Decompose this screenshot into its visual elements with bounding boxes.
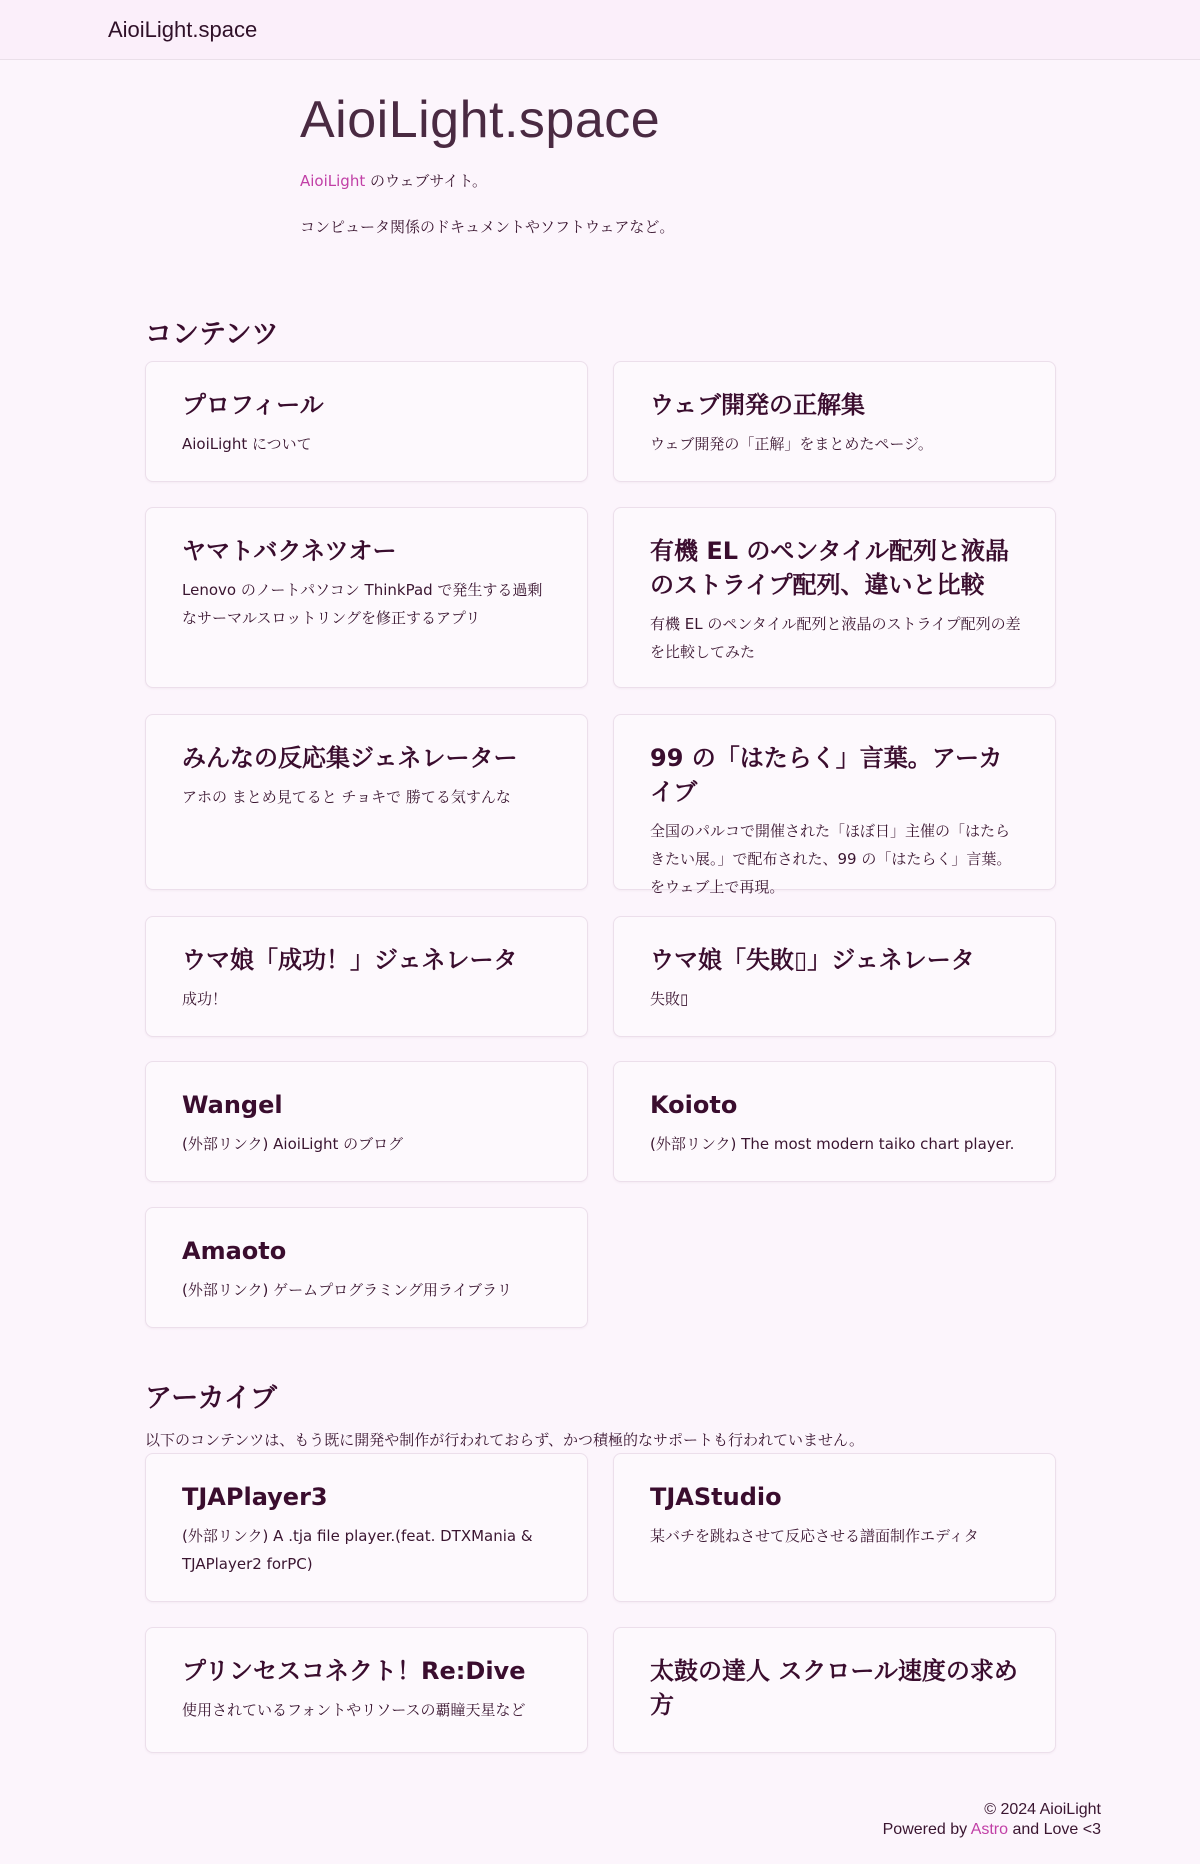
card-taiko-scroll-speed[interactable] (613, 1627, 1056, 1753)
card-title: プロフィール (182, 391, 324, 419)
card-title: Koioto (650, 1091, 738, 1119)
card-amaoto[interactable] (145, 1207, 588, 1328)
card-uma-success[interactable] (145, 916, 588, 1037)
card-web-dev-answers[interactable] (613, 361, 1056, 482)
card-tjastudio[interactable] (613, 1453, 1056, 1602)
archive-heading: アーカイブ (145, 1383, 278, 1414)
card-description: (外部リンク) ゲームプログラミング用ライブラリ (182, 1281, 512, 1299)
card-description: (外部リンク) AioiLight のブログ (182, 1135, 404, 1153)
card-description: AioiLight について (182, 435, 312, 453)
card-title: TJAStudio (650, 1483, 782, 1511)
card-uma-failure[interactable] (613, 916, 1056, 1037)
card-description: 有機 EL のペンタイル配列と液晶のストライプ配列の差を比較してみた (650, 615, 1021, 661)
contents-heading: コンテンツ (145, 319, 279, 350)
card-title: ウマ娘「成功！」ジェネレータ (182, 946, 518, 974)
card-description: 全国のパルコで開催された「ほぼ日」主催の「はたらきたい展。」で配布された、99 の「はたらく」言葉。をウェブ上で再現。 (650, 822, 1012, 896)
card-tjaplayer3[interactable] (145, 1453, 588, 1602)
card-description: (外部リンク) A .tja file player.(feat. DTXMania & TJAPlayer2 forPC) (182, 1527, 533, 1573)
card-description: 成功！ (182, 990, 228, 1008)
card-title: Wangel (182, 1091, 283, 1119)
site-home-link[interactable]: AioiLight.space (108, 16, 258, 42)
card-wangel[interactable] (145, 1061, 588, 1182)
astro-link[interactable]: Astro (970, 1821, 1009, 1838)
card-description: Lenovo のノートパソコン ThinkPad で発生する過剰なサーマルスロットリングを修正するアプリ (182, 581, 543, 627)
site-description: コンピュータ関係のドキュメントやソフトウェアなど。 (300, 218, 675, 236)
card-description: 失敗▯ (650, 990, 689, 1008)
card-koioto[interactable] (613, 1061, 1056, 1182)
card-description: (外部リンク) The most modern taiko chart player. (650, 1135, 1015, 1153)
page-title: AioiLight.space (300, 91, 661, 149)
card-description: アホの まとめ見てると チョキで 勝てる気すんな (182, 788, 511, 806)
card-description: ウェブ開発の「正解」をまとめたページ。 (650, 435, 933, 453)
intro-text (300, 170, 1060, 192)
card-title: 99 の「はたらく」言葉。アーカイブ (650, 744, 1003, 806)
card-description: 某バチを跳ねさせて反応させる譜面制作エディタ (650, 1527, 979, 1545)
intro-rest: のウェブサイト。 (365, 172, 487, 190)
footer (883, 1800, 1101, 1840)
card-title: Amaoto (182, 1237, 287, 1265)
card-title: ヤマトバクネツオー (182, 537, 397, 565)
card-title: 太鼓の達人 スクロール速度の求め方 (650, 1657, 1018, 1719)
card-title: みんなの反応集ジェネレーター (182, 744, 518, 772)
archive-description: 以下のコンテンツは、もう既に開発や制作が行われておらず、かつ積極的なサポートも行われていません。 (145, 1431, 864, 1449)
card-yamato-bakunetsuo[interactable] (145, 507, 588, 688)
profile-link[interactable]: AioiLight (300, 172, 366, 190)
card-oled-pentile[interactable] (613, 507, 1056, 688)
powered-suffix: and Love <3 (1008, 1821, 1101, 1838)
card-profile[interactable] (145, 361, 588, 482)
copyright: © 2024 AioiLight (984, 1801, 1101, 1818)
hero (300, 88, 1060, 238)
card-description: 使用されているフォントやリソースの覇瞳天星など (182, 1701, 526, 1719)
card-reaction-generator[interactable] (145, 714, 588, 890)
card-title: 有機 EL のペンタイル配列と液晶のストライプ配列、違いと比較 (650, 537, 1009, 599)
card-title: ウェブ開発の正解集 (650, 391, 866, 419)
card-title: TJAPlayer3 (182, 1483, 328, 1511)
card-title: プリンセスコネクト！Re:Dive (182, 1657, 526, 1685)
top-bar (0, 0, 1200, 60)
card-title: ウマ娘「失敗▯」ジェネレータ (650, 946, 975, 974)
powered-prefix: Powered by (882, 1821, 971, 1838)
card-priconne[interactable] (145, 1627, 588, 1753)
card-99-hataraku[interactable] (613, 714, 1056, 896)
powered-by (883, 1820, 1101, 1840)
